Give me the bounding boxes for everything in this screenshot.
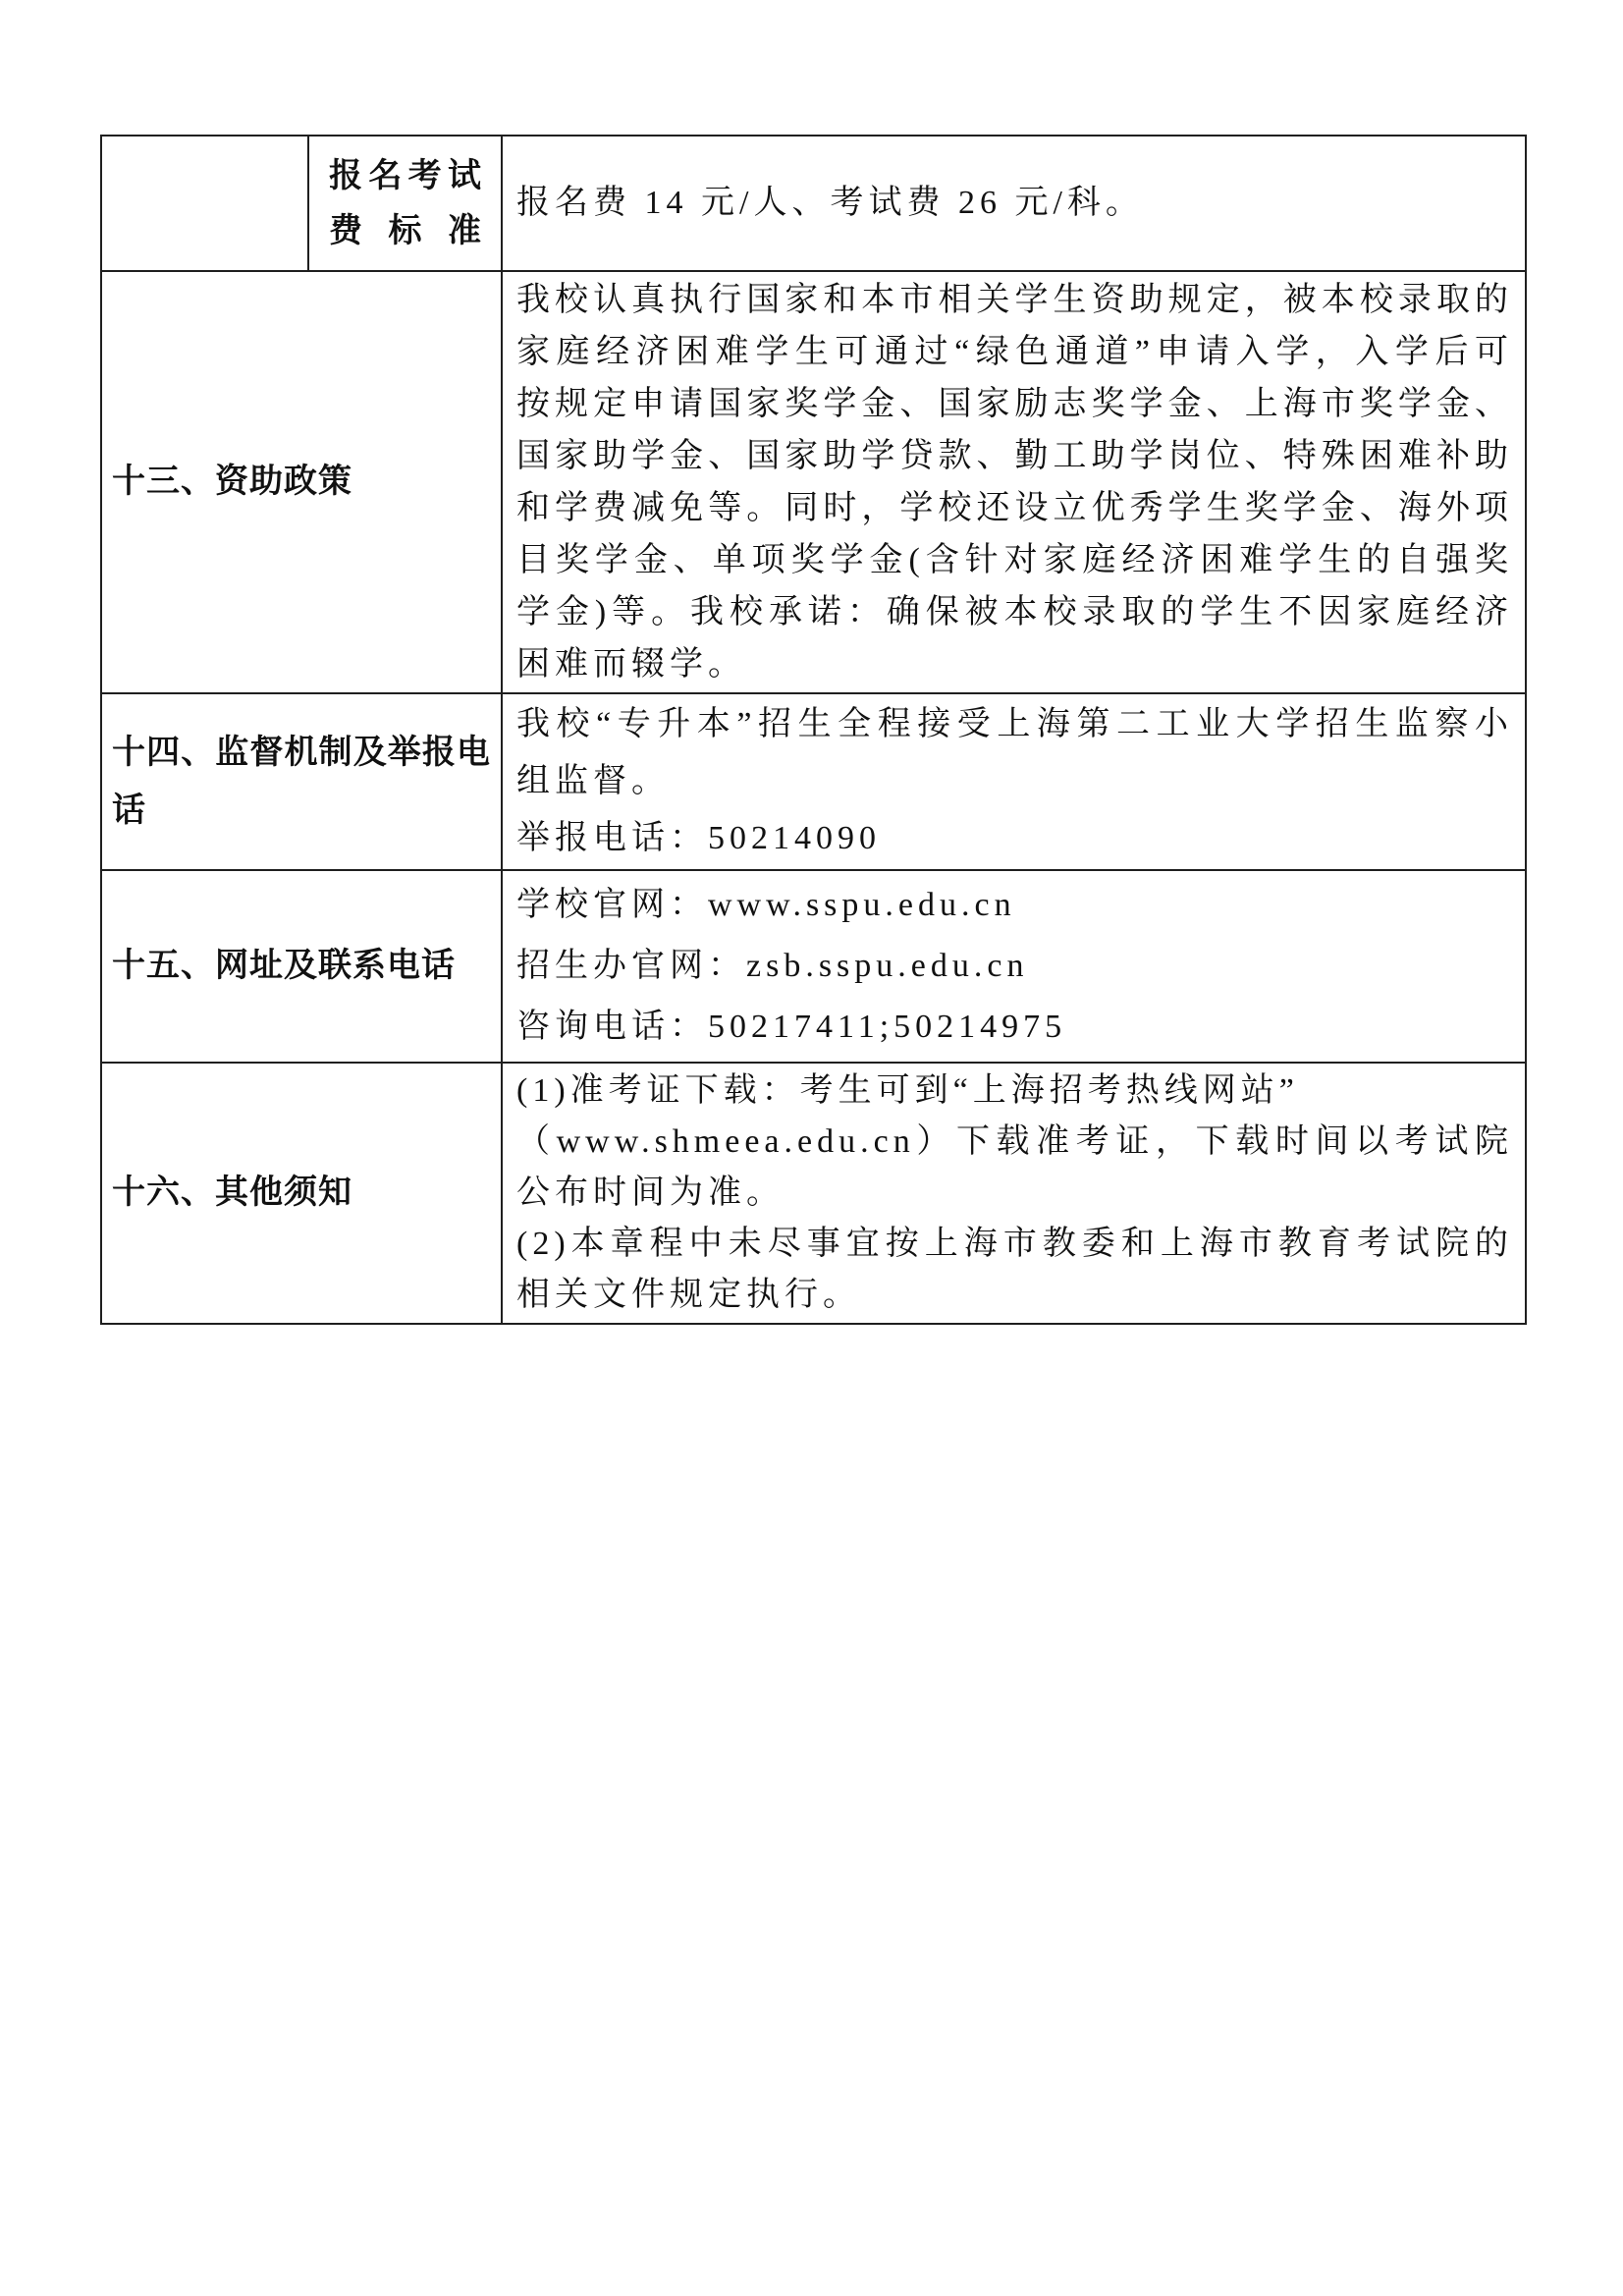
contact-label-cell [101, 870, 502, 1063]
supervision-label-cell [101, 693, 502, 870]
other-notes-label: 十六、其他须知 [112, 1174, 352, 1212]
supervision-label: 十四、监督机制及举报电话 [112, 733, 491, 829]
table-row-other-notes [101, 1063, 1526, 1324]
contact-content-cell [502, 870, 1526, 1063]
admission-info-table [100, 135, 1527, 1325]
other-notes-content-cell [502, 1063, 1526, 1324]
fee-standard-text: 报名费 14 元/人、考试费 26 元/科。 [516, 185, 1144, 221]
other-notes-label-cell [101, 1063, 502, 1324]
note-2: (2)本章程中未尽事宜按上海市教委和上海市教育考试院的相关文件规定执行。 [516, 1226, 1513, 1313]
consult-phone-text: 咨询电话：50217411;50214975 [516, 1009, 1067, 1045]
fee-standard-label: 报名考试费标准 [329, 156, 481, 249]
aid-policy-text: 我校认真执行国家和本市相关学生资助规定，被本校录取的家庭经济困难学生可通过“绿色通道”申请入学，入学后可按规定申请国家奖学金、国家励志奖学金、上海市奖学金、国家助学金、国家助学贷款、勤工助学岗位、特殊困难补助和学费减免等。同时，学校还设立优秀学生奖学金、海外项目奖学金、单项奖学金(含针对家庭经济困难学生的自强奖学金)等。我校承诺：确保被本校录取的学生不因家庭经济困难而辍学。 [516, 282, 1513, 683]
fee-standard-content-cell [502, 136, 1526, 271]
aid-policy-label: 十三、资助政策 [112, 463, 352, 501]
contact-label: 十五、网址及联系电话 [112, 947, 456, 985]
fee-standard-label-cell [308, 136, 502, 271]
table-row-contact [101, 870, 1526, 1063]
school-website-text: 学校官网：www.sspu.edu.cn [516, 887, 1016, 923]
supervision-content-cell [502, 693, 1526, 870]
aid-policy-label-cell [101, 271, 502, 693]
empty-merged-cell [101, 136, 308, 271]
note-1-line-1: (1)准考证下载：考生可到“上海招考热线网站” [516, 1072, 1299, 1109]
supervision-text: 我校“专升本”招生全程接受上海第二工业大学招生监察小组监督。 [516, 706, 1513, 799]
table-row-supervision [101, 693, 1526, 870]
note-1-line-2: （www.shmeea.edu.cn）下载准考证，下载时间以考试院公布时间为准。 [516, 1123, 1513, 1211]
aid-policy-content-cell [502, 271, 1526, 693]
table-row-aid-policy [101, 271, 1526, 693]
table-row-fee-standard [101, 136, 1526, 271]
admission-website-text: 招生办官网：zsb.sspu.edu.cn [516, 948, 1029, 984]
report-phone-text: 举报电话：50214090 [516, 820, 881, 856]
